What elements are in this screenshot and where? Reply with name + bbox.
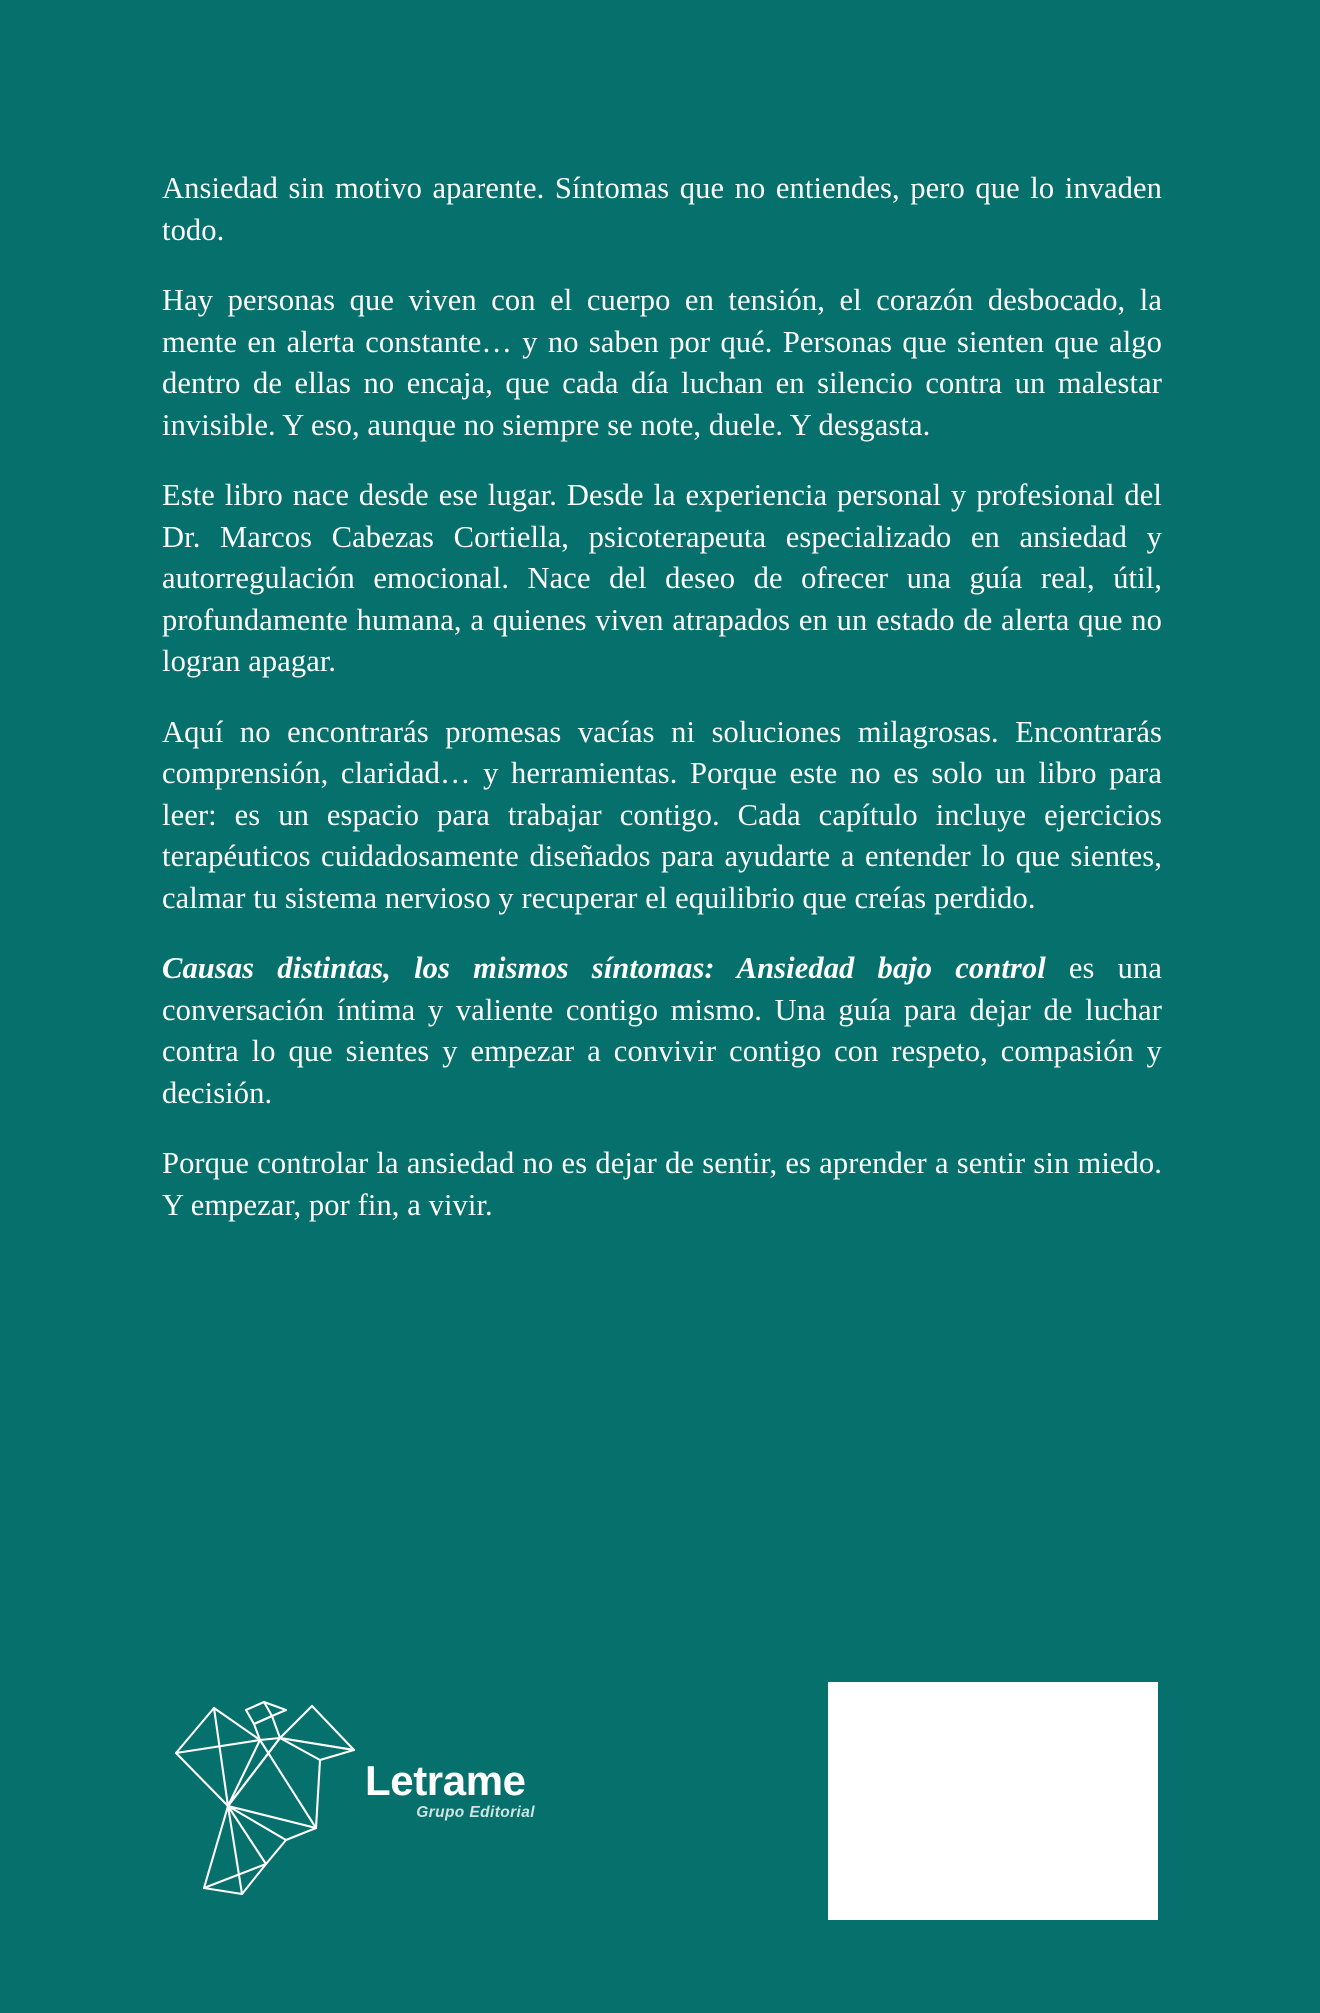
blurb-paragraph-closing: Porque controlar la ansiedad no es dejar de sentir, es aprender a sentir sin miedo. Y empezar, por fin, a vivir.	[162, 1146, 1162, 1222]
publisher-name: Letrame	[365, 1757, 526, 1804]
blurb-paragraph-1: Ansiedad sin motivo aparente. Síntomas que no entiendes, pero que lo invaden todo.	[162, 171, 1162, 247]
blurb-paragraph-2: Hay personas que viven con el cuerpo en tensión, el corazón desbocado, la mente en alerta constante… y no saben por qué. Personas que sienten que algo dentro de ellas no encaja, que cada día luchan en silencio contra un malestar invisible. Y eso, aunque no siempre se note, duele. Y desgasta.	[162, 283, 1162, 442]
book-title-sentence-rest: es una conversación íntima y valiente contigo mismo. Una guía para dejar de luchar contra lo que sientes y empezar a convivir contigo con respeto, compasión y decisión.	[162, 951, 1162, 1110]
origami-crane-icon	[168, 1688, 368, 1923]
publisher-logo	[168, 1688, 535, 1923]
blurb-paragraph-title	[162, 948, 1162, 1114]
book-title: Causas distintas, los mismos síntomas: Ansiedad bajo control	[162, 951, 1046, 985]
barcode-placeholder	[828, 1682, 1158, 1920]
publisher-tagline: Grupo Editorial	[416, 1804, 535, 1821]
publisher-wordmark	[365, 1757, 545, 1822]
blurb-paragraph-3: Este libro nace desde ese lugar. Desde la experiencia personal y profesional del Dr. Marcos Cabezas Cortiella, psicoterapeuta especializado en ansiedad y autorregulación emocional. Nace del deseo de ofrecer una guía real, útil, profundamente humana, a quienes viven atrapados en un estado de alerta que no logran apagar.	[162, 478, 1162, 678]
back-cover-blurb	[162, 168, 1162, 1226]
blurb-paragraph-4: Aquí no encontrarás promesas vacías ni soluciones milagrosas. Encontrarás comprensión, claridad… y herramientas. Porque este no es solo un libro para leer: es un espacio para trabajar contigo. Cada capítulo incluye ejercicios terapéuticos cuidadosamente diseñados para ayudarte a entender lo que sientes, calmar tu sistema nervioso y recuperar el equilibrio que creías perdido.	[162, 714, 1162, 915]
